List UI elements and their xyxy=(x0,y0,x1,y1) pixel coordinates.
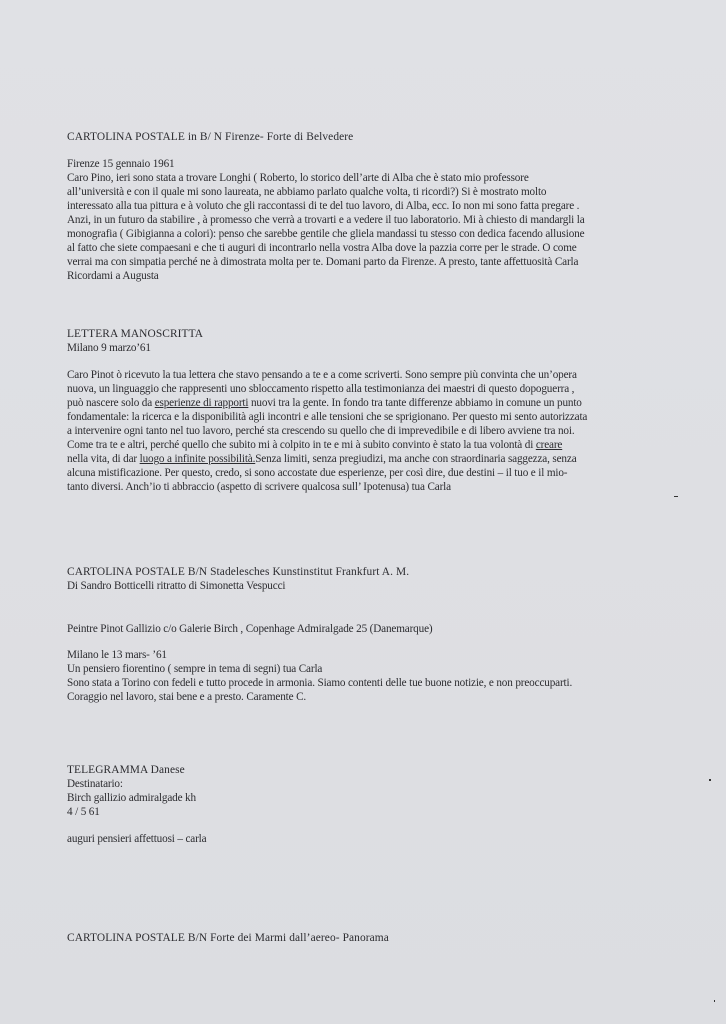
recipient-label: Destinatario: xyxy=(67,778,123,790)
section-subheading: Di Sandro Botticelli ritratto di Simonetta Vespucci xyxy=(67,580,286,592)
text-segment: Come tra te e altri, perché quello che subito mi à colpito in te e mi à subito convinto è stato la tua volontà di xyxy=(67,439,536,451)
letter-line: a intervenire ogni tanto nel tuo lavoro, perché sta crescendo su quello che di imprevedibile e di libero avviene tra noi. xyxy=(67,425,575,437)
stray-mark xyxy=(714,1000,715,1002)
letter-line: fondamentale: la ricerca e la disponibilità agli incontri e alle tensioni che se sprigionano. Per questo mi sento autorizzata xyxy=(67,411,588,423)
text-segment: nuovi tra la gente. In fondo tra tante differenze abbiamo in comune un punto xyxy=(248,397,582,409)
letter-date: Milano 9 marzo’61 xyxy=(67,342,151,354)
underlined-text: luogo a infinite possibilità. xyxy=(139,453,256,465)
letter-line xyxy=(67,396,582,410)
letter-line xyxy=(67,452,577,466)
text-segment: Senza limiti, senza pregiudizi, ma anche con straordinaria saggezza, senza xyxy=(255,453,577,465)
letter-line: Caro Pinot ò ricevuto la tua lettera che stavo pensando a te e a come scriverti. Sono sempre più convinta che un’opera xyxy=(67,369,577,381)
section-heading: LETTERA MANOSCRITTA xyxy=(67,328,204,340)
letter-line: nuova, un linguaggio che rappresenti uno sbloccamento rispetto alla testimonianza dei maestri di questo dopoguerra , xyxy=(67,383,575,395)
stray-mark xyxy=(674,496,678,497)
letter-line: all’università e con il quale mi sono laureata, ne abbiamo parlato qualche volta, ti ricordi?) Si è mostrato molto xyxy=(67,186,547,198)
letter-line: Caro Pino, ieri sono stata a trovare Longhi ( Roberto, lo storico dell’arte di Alba che è stato mio professore xyxy=(67,172,529,184)
telegram-date: 4 / 5 61 xyxy=(67,806,100,818)
letter-line: Ricordami a Augusta xyxy=(67,270,159,282)
underlined-text: creare xyxy=(535,439,563,451)
letter-line: Anzi, in un futuro da stabilire , à promesso che verrà a trovarti e a vedere il tuo laboratorio. Mi à chiesto di mandargli la xyxy=(67,214,585,226)
letter-line xyxy=(67,438,562,452)
underlined-text: esperienze di rapporti xyxy=(154,397,249,409)
text-segment: nella vita, di dar xyxy=(67,453,140,465)
letter-line: Un pensiero fiorentino ( sempre in tema di segni) tua Carla xyxy=(67,663,323,675)
stray-mark xyxy=(709,779,711,781)
section-heading: CARTOLINA POSTALE B/N Forte dei Marmi dall’aereo- Panorama xyxy=(67,932,389,944)
letter-line: Sono stata a Torino con fedeli e tutto procede in armonia. Siamo contenti delle tue buone notizie, e non preoccuparti. xyxy=(67,677,573,689)
letter-line: monografia ( Gibigianna a colori): penso che sarebbe gentile che gliela mandassi tu stesso con dedica facendo allusione xyxy=(67,228,585,240)
letter-date: Milano le 13 mars- ’61 xyxy=(67,649,167,661)
letter-date: Firenze 15 gennaio 1961 xyxy=(67,158,175,170)
telegram-message: auguri pensieri affettuosi – carla xyxy=(67,833,207,845)
recipient-address: Birch gallizio admiralgade kh xyxy=(67,792,196,804)
letter-line: verrai ma con simpatia perché ne à dimostrata molta per te. Domani parto da Firenze. A presto, tante affettuosità Carla xyxy=(67,256,579,268)
letter-line: tanto diversi. Anch’io ti abbraccio (aspetto di scrivere qualcosa sull’ Ipotenusa) tua Carla xyxy=(67,481,451,493)
letter-line: alcuna mistificazione. Per questo, credo, si sono accostate due esperienze, per così dire, due destini – il tuo e il mio- xyxy=(67,467,568,479)
section-heading: CARTOLINA POSTALE B/N Stadelesches Kunstinstitut Frankfurt A. M. xyxy=(67,566,410,578)
section-heading: TELEGRAMMA Danese xyxy=(67,764,185,776)
text-segment: può nascere solo da xyxy=(67,397,155,409)
letter-line: interessato alla tua pittura e à voluto che gli raccontassi di te del tuo lavoro, di Alba, ecc. Io non mi sono fatta pregare . xyxy=(67,200,580,212)
address-line: Peintre Pinot Gallizio c/o Galerie Birch , Copenhage Admiralgade 25 (Danemarque) xyxy=(67,623,433,635)
letter-line: al fatto che siete compaesani e che ti auguri di incontrarlo nella vostra Alba dove la pazzia corre per le strade. O come xyxy=(67,242,577,254)
section-heading: CARTOLINA POSTALE in B/ N Firenze- Forte di Belvedere xyxy=(67,131,354,143)
letter-line: Coraggio nel lavoro, stai bene e a presto. Caramente C. xyxy=(67,691,307,703)
